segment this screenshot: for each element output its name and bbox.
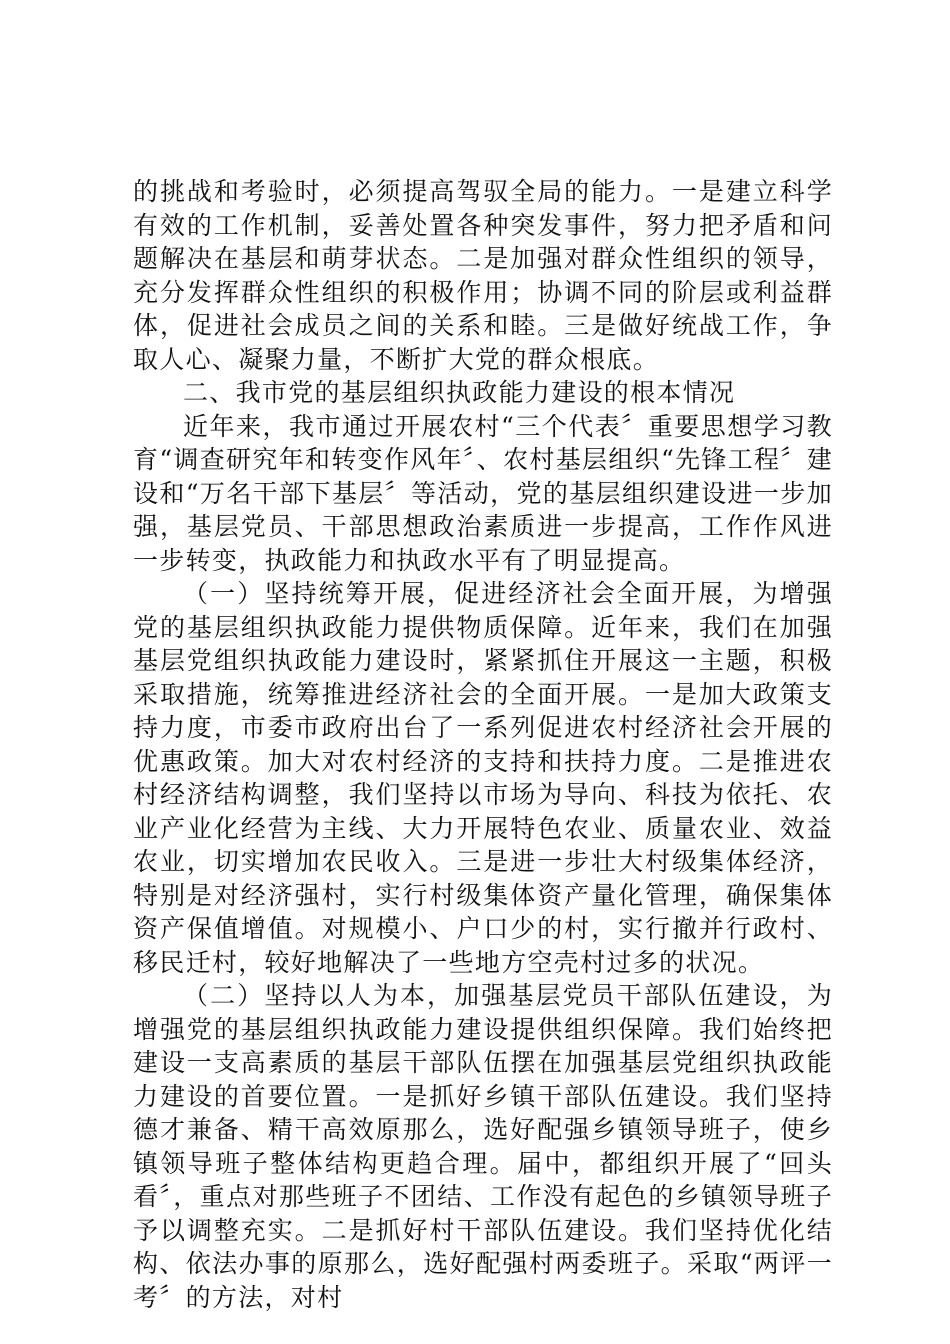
paragraph-point-one: （一）坚持统筹开展，促进经济社会全面开展，为增强党的基层组织执政能力提供物质保障。近年来，我们在加强基层党组织执政能力建设时，紧紧抓住开展这一主题，积极采取措施，统筹推进经济社会的全面开展。一是加大政策支持力度，市委市政府出台了一系列促进农村经济社会开展的优惠政策。加大对农村经济的支持和扶持力度。二是推进农村经济结构调整，我们坚持以市场为导向、科技为依托、农业产业化经营为主线、大力开展特色农业、质量农业、效益农业，切实增加农民收入。三是进一步壮大村级集体经济，特别是对经济强村，实行村级集体资产量化管理，确保集体资产保值增值。对规模小、户口少的村，实行撤并行政村、移民迁村，较好地解决了一些地方空壳村过多的状况。 xyxy=(133,579,833,977)
section-heading: 二、我市党的基层组织执政能力建设的根本情况 xyxy=(183,378,736,407)
paragraph-continuation: 的挑战和考验时，必须提高驾驭全局的能力。一是建立科学有效的工作机制，妥善处置各种突发事件，努力把矛盾和问题解决在基层和萌芽状态。二是加强对群众性组织的领导，充分发挥群众性组织的积极作用；协调不同的阶层或利益群体，促进社会成员之间的关系和睦。三是做好统战工作，争取人心、凝聚力量，不断扩大党的群众根底。 xyxy=(133,177,833,374)
document-body xyxy=(133,175,833,1314)
paragraph-intro: 近年来，我市通过开展农村“三个代表〞重要思想学习教育“调查研究年和转变作风年〞、农村基层组织“先锋工程〞建设和“万名干部下基层〞等活动，党的基层组织建设进一步加强，基层党员、干部思想政治素质进一步提高，工作作风进一步转变，执政能力和执政水平有了明显提高。 xyxy=(133,411,833,575)
paragraph-point-two: （二）坚持以人为本，加强基层党员干部队伍建设，为增强党的基层组织执政能力建设提供组织保障。我们始终把建设一支高素质的基层干部队伍摆在加强基层党组织执政能力建设的首要位置。一是抓好乡镇干部队伍建设。我们坚持德才兼备、精干高效原那么，选好配强乡镇领导班子，使乡镇领导班子整体结构更趋合理。届中，都组织开展了“回头看〞，重点对那些班子不团结、工作没有起色的乡镇领导班子予以调整充实。二是抓好村干部队伍建设。我们坚持优化结构、依法办事的原那么，选好配强村两委班子。采取“两评一考〞的方法，对村 xyxy=(133,981,833,1312)
